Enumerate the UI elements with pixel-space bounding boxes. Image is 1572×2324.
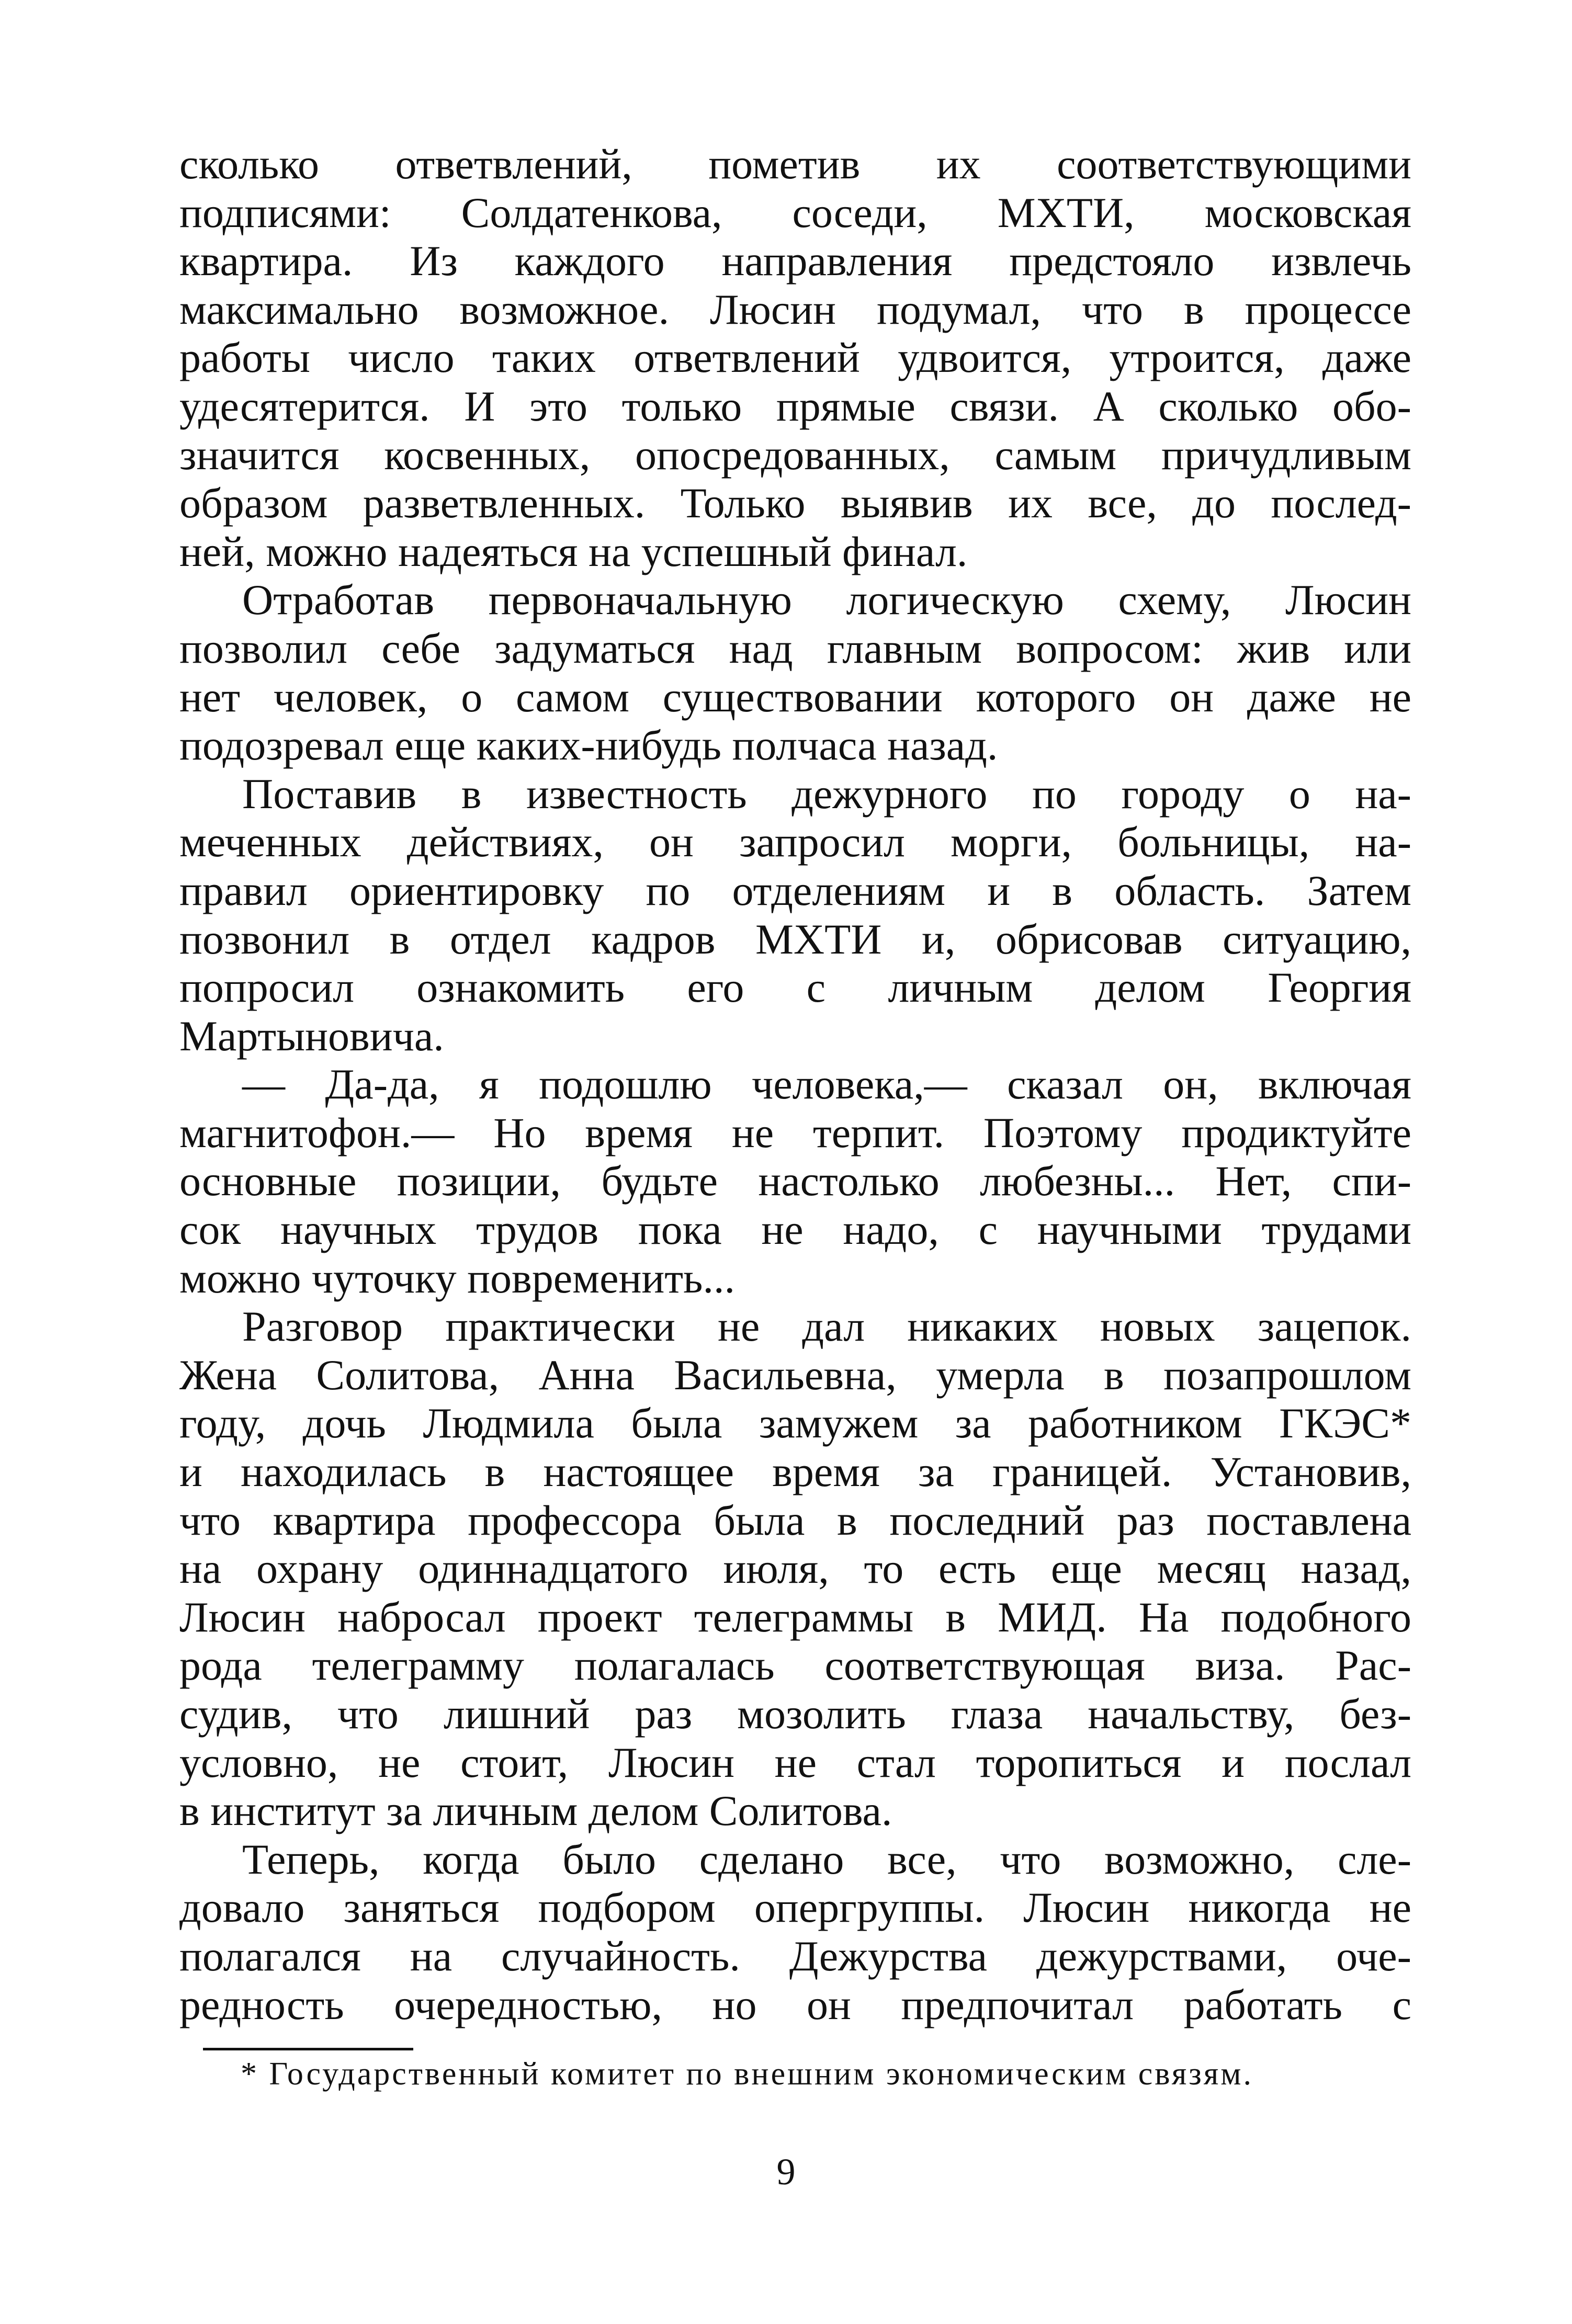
text-line: позволил себе задуматься над главным вопросом: жив или (179, 624, 1411, 672)
text-line: Мартыновича. (179, 1012, 444, 1060)
text-line: что квартира профессора была в последний раз поставлена (179, 1496, 1411, 1544)
text-line: редность очередностью, но он предпочитал работать с (179, 1980, 1411, 2028)
body-text (179, 140, 1411, 2029)
text-line: попросил ознакомить его с личным делом Георгия (179, 963, 1411, 1012)
text-line: в институт за личным делом Солитова. (179, 1787, 892, 1835)
text-line: квартира. Из каждого направления предстояло извлечь (179, 237, 1411, 285)
text-line: и находилась в настоящее время за границей. Установив, (179, 1448, 1411, 1496)
text-line: Теперь, когда было сделано все, что возможно, сле- (242, 1835, 1411, 1883)
footnote-divider (203, 2048, 413, 2050)
text-line: меченных действиях, он запросил морги, больницы, на- (179, 818, 1411, 866)
text-line: рода телеграмму полагалась соответствующая виза. Рас- (179, 1641, 1411, 1690)
text-line: позвонил в отдел кадров МХТИ и, обрисовав ситуацию, (179, 915, 1411, 963)
text-line: Отработав первоначальную логическую схему, Люсин (242, 576, 1411, 624)
text-line: подозревал еще каких-нибудь полчаса назад. (179, 721, 998, 769)
text-line: нет человек, о самом существовании которого он даже не (179, 673, 1411, 721)
text-line: максимально возможное. Люсин подумал, что в процессе (179, 285, 1411, 333)
page-number: 9 (776, 2151, 796, 2193)
text-line: сколько ответвлений, пометив их соответствующими (179, 140, 1411, 188)
text-line: работы число таких ответвлений удвоится, утроится, даже (179, 334, 1411, 382)
text-line: — Да-да, я подошлю человека,— сказал он, включая (242, 1060, 1411, 1108)
text-line: удесятерится. И это только прямые связи. А сколько обо- (179, 382, 1411, 430)
text-line: полагался на случайность. Дежурства дежурствами, оче- (179, 1932, 1411, 1980)
text-line: сок научных трудов пока не надо, с научными трудами (179, 1206, 1411, 1254)
text-line: судив, что лишний раз мозолить глаза начальству, без- (179, 1690, 1411, 1738)
text-line: образом разветвленных. Только выявив их все, до послед- (179, 479, 1411, 527)
text-line: правил ориентировку по отделениям и в область. Затем (179, 866, 1411, 914)
text-line: условно, не стоит, Люсин не стал торопиться и послал (179, 1738, 1411, 1786)
text-line: Жена Солитова, Анна Васильевна, умерла в позапрошлом (179, 1351, 1411, 1399)
text-line: значится косвенных, опосредованных, самым причудливым (179, 430, 1411, 479)
text-line: магнитофон.— Но время не терпит. Поэтому продиктуйте (179, 1108, 1411, 1157)
text-line: на охрану одиннадцатого июля, то есть еще месяц назад, (179, 1545, 1411, 1593)
text-line: Разговор практически не дал никаких новых зацепок. (242, 1302, 1411, 1351)
text-line: довало заняться подбором опергруппы. Люсин никогда не (179, 1884, 1411, 1932)
text-line: году, дочь Людмила была замужем за работником ГКЭС* (179, 1399, 1411, 1447)
text-line: ней, можно надеяться на успешный финал. (179, 527, 968, 575)
text-line: подписями: Солдатенкова, соседи, МХТИ, московская (179, 188, 1411, 236)
text-line: можно чуточку повременить... (179, 1254, 735, 1302)
text-line: основные позиции, будьте настолько любезны... Нет, спи- (179, 1157, 1411, 1205)
footnote: * Государственный комитет по внешним экономическим связям. (241, 2056, 1253, 2092)
text-line: Поставив в известность дежурного по городу о на- (242, 769, 1411, 818)
text-line: Люсин набросал проект телеграммы в МИД. На подобного (179, 1593, 1411, 1641)
